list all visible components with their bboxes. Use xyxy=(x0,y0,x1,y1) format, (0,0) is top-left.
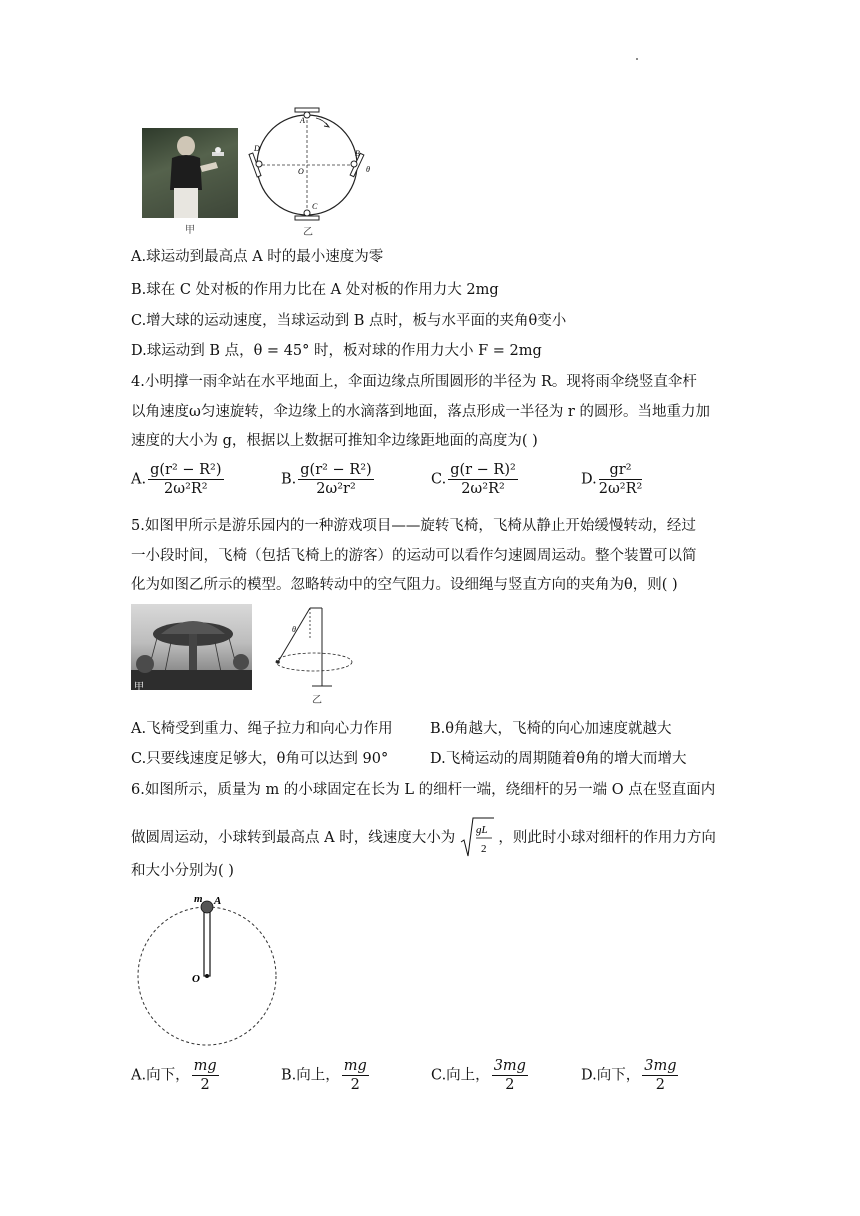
label-d: D xyxy=(254,144,260,153)
sqrt-den: 2 xyxy=(480,843,487,855)
q3-circle-diagram xyxy=(244,106,384,230)
q5-line-1: 5.如图甲所示是游乐园内的一种游戏项目——旋转飞椅，飞椅从静止开始缓慢转动，经过 xyxy=(131,518,696,534)
q3-caption-yi: 乙 xyxy=(303,227,313,238)
q6-line-3: 和大小分别为( ) xyxy=(131,863,234,879)
q5-option-c: C.只要线速度足够大，θ角可以达到 90° xyxy=(131,751,389,767)
label-theta: θ xyxy=(366,165,370,174)
label-theta-5: θ xyxy=(292,625,296,634)
q4-option-a: A. $\frac{\text{g(r² − R²)}}{\text{2ω²R²}}$ xyxy=(131,462,222,497)
q6-option-a: A.向下， $\frac{mg}{2}$ xyxy=(131,1058,217,1093)
q5-swing-diagram xyxy=(266,604,366,694)
q5-caption-yi: 乙 xyxy=(312,695,322,706)
q4-line-3: 速度的大小为 g，根据以上数据可推知伞边缘距地面的高度为( ) xyxy=(131,433,538,449)
q5-option-b: B.θ角越大，飞椅的向心加速度就越大 xyxy=(430,721,672,737)
label-a6: A xyxy=(214,895,222,907)
photo-swing-ride xyxy=(131,604,252,690)
q6-option-b: B.向上， $\frac{mg}{2}$ xyxy=(281,1058,367,1093)
q3-option-b: B.球在 C 处对板的作用力比在 A 处对板的作用力大 2mg xyxy=(131,282,499,298)
label-a: A xyxy=(300,116,305,125)
q6-line-1: 6.如图所示，质量为 m 的小球固定在长为 L 的细杆一端，绕细杆的另一端 O 点在竖直面内 xyxy=(131,782,716,798)
label-c: C xyxy=(312,202,318,211)
label-o: O xyxy=(298,167,304,176)
label-o6: O xyxy=(192,973,200,985)
q4-line-1: 4.小明撑一雨伞站在水平地面上，伞面边缘点所围圆形的半径为 R。现将雨伞绕竖直伞杆 xyxy=(131,374,697,390)
q3-option-d: D.球运动到 B 点，θ = 45° 时，板对球的作用力大小 F = 2mg xyxy=(131,343,542,359)
label-m: m xyxy=(194,893,203,905)
q4-line-2: 以角速度ω匀速旋转，伞边缘上的水滴落到地面，落点形成一半径为 r 的圆形。当地重力加 xyxy=(131,404,710,420)
q3-option-a: A.球运动到最高点 A 时的最小速度为零 xyxy=(131,249,384,265)
q5-line-3: 化为如图乙所示的模型。忽略转动中的空气阻力。设细绳与竖直方向的夹角为θ，则( ) xyxy=(131,577,678,593)
q6-option-c: C.向上， $\frac{3mg}{2}$ xyxy=(431,1058,526,1093)
q4-option-c: C. $\frac{\text{g(r − R)²}}{\text{2ω²R²}}$ xyxy=(431,462,516,497)
q4-option-b: B. $\frac{\text{g(r² − R²)}}{\text{2ω²r²}}$ xyxy=(281,462,372,497)
sqrt-symbol xyxy=(460,816,494,860)
sqrt-num: gL xyxy=(475,824,488,836)
q5-option-a: A.飞椅受到重力、绳子拉力和向心力作用 xyxy=(131,721,393,737)
q6-option-d: D.向下， $\frac{3mg}{2}$ xyxy=(581,1058,677,1093)
q5-line-2: 一小段时间，飞椅（包括飞椅上的游客）的运动可以看作匀速圆周运动。整个装置可以简 xyxy=(131,548,697,564)
photo-person-with-ball xyxy=(142,128,238,218)
q3-caption-jia: 甲 xyxy=(185,225,195,236)
q4-option-d: D. $\frac{\text{gr²}}{\text{2ω²R²}}$ xyxy=(581,462,643,497)
q5-option-d: D.飞椅运动的周期随着θ角的增大而增大 xyxy=(430,751,687,767)
q5-caption-jia: 甲 xyxy=(134,682,144,693)
q6-line-2: 做圆周运动，小球转到最高点 A 时，线速度大小为 gL 2 ，则此时小球对细杆的作用力方向 xyxy=(131,816,716,860)
q3-option-c: C.增大球的运动速度，当球运动到 B 点时，板与水平面的夹角θ变小 xyxy=(131,313,567,329)
corner-mark xyxy=(636,58,638,60)
q6-rod-diagram xyxy=(134,890,284,1050)
label-b: B xyxy=(355,149,360,158)
